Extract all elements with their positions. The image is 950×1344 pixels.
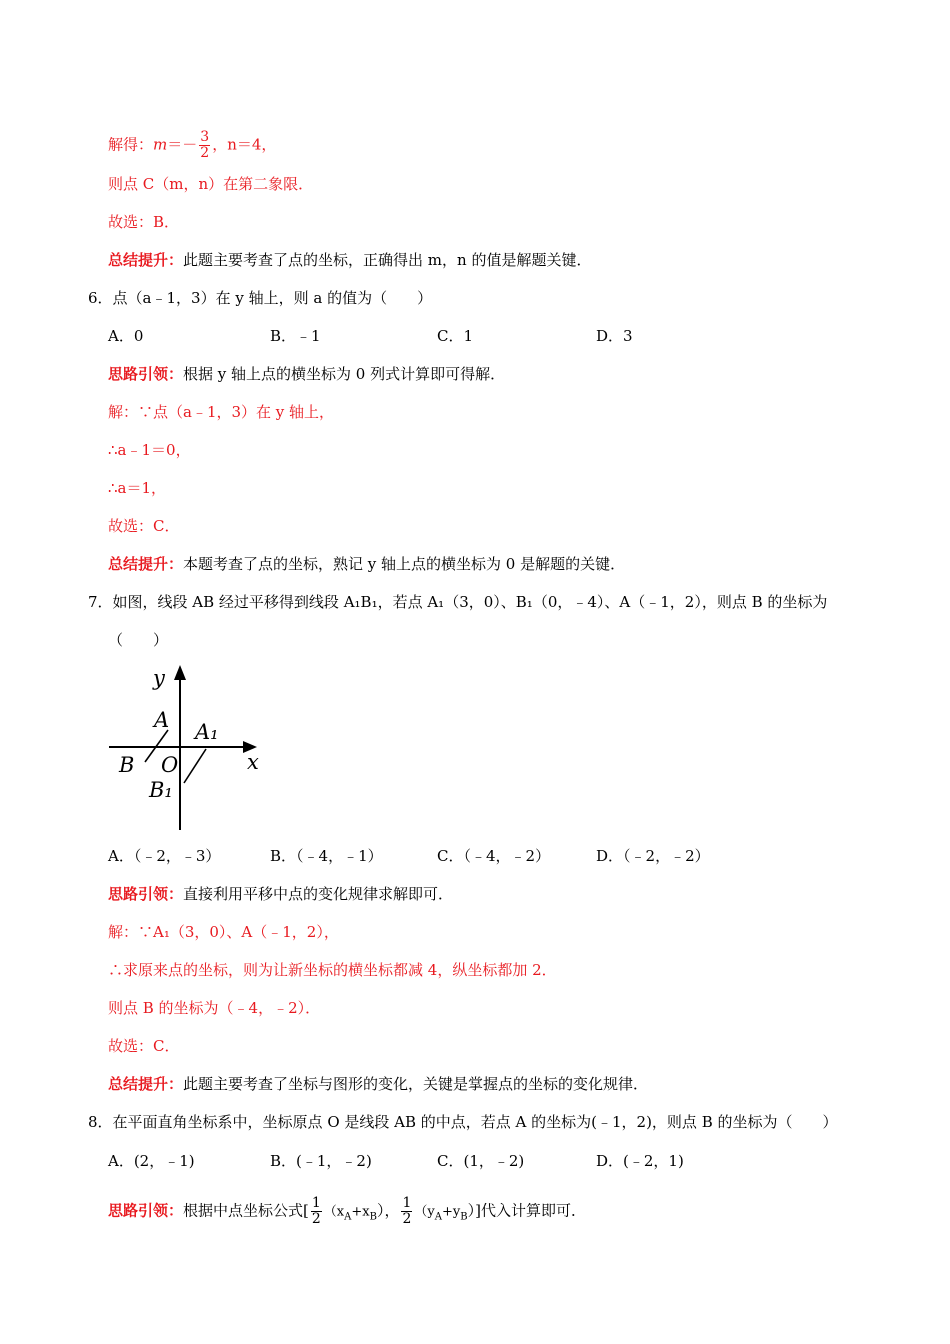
q8-plus-y: +y <box>442 1204 461 1220</box>
q5-eq-sign: ＝－ <box>167 135 198 154</box>
q7-option-a: A．（﹣2，﹣3） <box>108 847 221 865</box>
q7-hint <box>108 884 453 904</box>
q5-summary-label: 总结提升： <box>108 251 184 269</box>
q8-hint-post: ）]代入计算即可． <box>467 1201 586 1220</box>
q7-option-c: C．（﹣4，﹣2） <box>437 847 551 865</box>
q8-sub-a2: A <box>434 1211 442 1223</box>
q8-hint-label: 思路引领： <box>108 1201 184 1220</box>
q7-option-b: B．（﹣4，﹣1） <box>270 847 383 865</box>
q6-sol4: 故选：C． <box>108 517 180 535</box>
q6-option-b: B．﹣1 <box>270 327 321 345</box>
label-o: O <box>161 753 179 777</box>
q5-fraction <box>199 130 210 161</box>
q8-question: 8．在平面直角坐标系中，坐标原点 O 是线段 AB 的中点，若点 A 的坐标为(﹣1，2)，则点 B 的坐标为（ ） <box>88 1113 838 1131</box>
q7-sol1: 解：∵A₁（3，0）、A（﹣1，2）， <box>108 923 339 941</box>
q5-frac-num: 3 <box>200 129 210 145</box>
q7-sol3: 则点 B 的坐标为（﹣4，﹣2）． <box>108 999 321 1017</box>
q8-hint-mid2: ）， <box>376 1201 400 1220</box>
q5-summary <box>108 250 591 270</box>
q6-hint <box>108 364 505 384</box>
y-axis-arrow <box>174 665 186 680</box>
q5-line2: 则点 C（m，n）在第二象限． <box>108 175 314 193</box>
q7-sol4: 故选：C． <box>108 1037 180 1055</box>
q8-frac-2 <box>401 1196 412 1227</box>
label-a: A <box>154 708 170 732</box>
q8-hint-pre: 根据中点坐标公式[ <box>183 1201 309 1220</box>
q8-option-b: B．(﹣1，﹣2) <box>270 1152 372 1170</box>
q6-sol3: ∴a＝1， <box>108 479 167 497</box>
q6-summary-label: 总结提升： <box>108 555 184 573</box>
q7-coordinate-figure <box>105 660 275 835</box>
q5-frac-den: 2 <box>200 145 210 161</box>
q6-hint-text: 根据 y 轴上点的横坐标为 0 列式计算即可得解． <box>183 365 506 383</box>
label-a1: A₁ <box>195 720 219 744</box>
q5-summary-text: 此题主要考查了点的坐标，正确得出 m，n 的值是解题关键． <box>183 251 592 269</box>
q6-hint-label: 思路引领： <box>108 365 184 383</box>
q7-summary <box>108 1074 648 1094</box>
q6-summary <box>108 554 625 574</box>
label-y: y <box>153 666 165 690</box>
q6-question: 6．点（a﹣1，3）在 y 轴上，则 a 的值为（ ） <box>88 289 433 307</box>
q8-hint-mid1: （x <box>323 1204 345 1220</box>
q6-sol1: 解：∵点（a﹣1，3）在 y 轴上， <box>108 403 335 421</box>
q7-question-line1: 7．如图，线段 AB 经过平移得到线段 A₁B₁，若点 A₁（3，0）、B₁（0，﹣4）、A（﹣1，2），则点 B 的坐标为 <box>88 593 828 611</box>
q8-option-a: A．(2，﹣1) <box>108 1152 195 1170</box>
q5-solve-prefix: 解得： <box>108 135 154 154</box>
segment-a1b1 <box>184 749 206 783</box>
q5-m-var: m <box>153 135 168 154</box>
q7-option-d: D．（﹣2，﹣2） <box>596 847 710 865</box>
q7-hint-text: 直接利用平移中点的变化规律求解即可． <box>183 885 454 903</box>
label-b: B <box>119 753 135 777</box>
q8-frac1-num: 1 <box>311 1195 321 1211</box>
q7-hint-label: 思路引领： <box>108 885 184 903</box>
q8-frac1-den: 2 <box>311 1211 321 1227</box>
q7-summary-text: 此题主要考查了坐标与图形的变化，关键是掌握点的坐标的变化规律． <box>183 1075 649 1093</box>
q8-hint-mid3: （y <box>414 1204 435 1220</box>
label-x: x <box>247 750 259 774</box>
q8-option-d: D．(﹣2，1) <box>596 1152 684 1170</box>
q8-frac2-num: 1 <box>402 1195 412 1211</box>
q8-plus-x: +x <box>351 1204 370 1220</box>
q6-option-c: C．1 <box>437 327 474 345</box>
q6-option-a: A．0 <box>108 327 144 345</box>
q8-sub-a1: A <box>344 1211 352 1223</box>
label-b1: B₁ <box>149 778 173 802</box>
q5-solve-line <box>108 130 276 161</box>
q7-summary-label: 总结提升： <box>108 1075 184 1093</box>
q8-sub-b2: B <box>460 1211 468 1223</box>
q7-question-line2: （ ） <box>108 631 169 649</box>
q8-sub-b1: B <box>369 1211 377 1223</box>
q6-option-d: D．3 <box>596 327 633 345</box>
q8-frac-1 <box>311 1196 322 1227</box>
q6-sol2: ∴a﹣1＝0， <box>108 441 191 459</box>
q6-summary-text: 本题考查了点的坐标，熟记 y 轴上点的横坐标为 0 是解题的关键． <box>183 555 626 573</box>
q8-frac2-den: 2 <box>402 1211 412 1227</box>
q7-sol2: ∴求原来点的坐标，则为让新坐标的横坐标都减 4，纵坐标都加 2． <box>108 961 557 979</box>
q8-option-c: C．(1，﹣2) <box>437 1152 525 1170</box>
q5-n-part: ，n＝4， <box>212 135 277 154</box>
q5-line3: 故选：B． <box>108 213 180 231</box>
q8-hint <box>108 1196 586 1228</box>
